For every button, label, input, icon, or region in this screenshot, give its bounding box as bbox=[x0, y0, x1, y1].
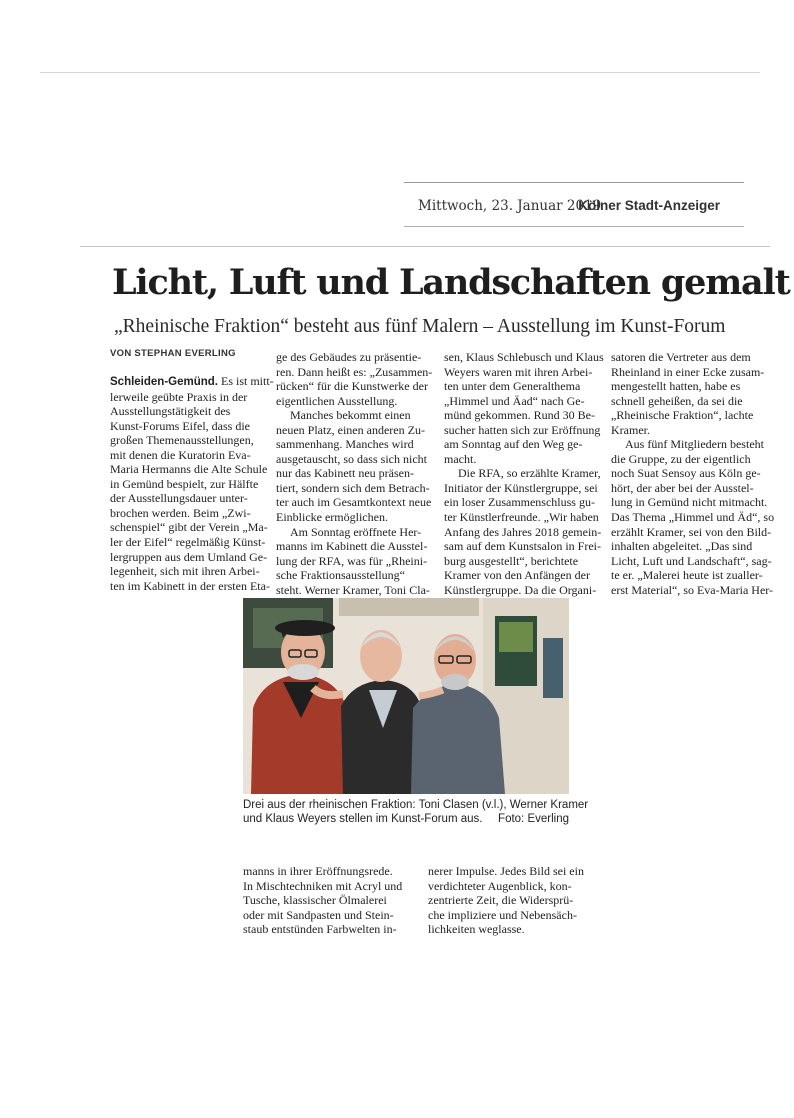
column-line: Schleiden-Gemünd. Es ist mitt- bbox=[110, 374, 274, 388]
caption-line-2 bbox=[243, 812, 569, 826]
column-line: staub entstünden Farbwelten in- bbox=[243, 922, 397, 937]
column-line: manns im Kabinett die Ausstel- bbox=[276, 539, 428, 554]
caption-line-2-text: und Klaus Weyers stellen im Kunst-Forum aus. bbox=[243, 813, 483, 825]
column-line: sam auf dem Kunstsalon in Frei- bbox=[444, 539, 601, 554]
article-column-1 bbox=[110, 374, 274, 593]
column-line: Einblicke ermöglichen. bbox=[276, 510, 388, 525]
column-line: rücken“ für die Kunstwerke der bbox=[276, 379, 428, 394]
photo-credit: Foto: Everling bbox=[498, 813, 569, 825]
article-subtitle: „Rheinische Fraktion“ besteht aus fünf Malern – Ausstellung im Kunst-Forum bbox=[114, 316, 726, 337]
column-line: sche Fraktionsausstellung“ bbox=[276, 568, 405, 583]
column-line: verdichteter Augenblick, kon- bbox=[428, 878, 572, 893]
column-line: ten unter dem Generalthema bbox=[444, 379, 581, 394]
article-column-3 bbox=[444, 350, 604, 597]
column-line: noch Suat Sensoy aus Köln ge- bbox=[611, 466, 761, 481]
column-line: burg ausgestellt“, berichtete bbox=[444, 553, 579, 568]
column-line: ein loser Zusammenschluss gu- bbox=[444, 495, 595, 510]
column-line: Weyers waren mit ihren Arbei- bbox=[444, 364, 593, 379]
article-column-5 bbox=[243, 864, 413, 937]
column-line: Maria Hermanns die Alte Schule bbox=[110, 462, 268, 477]
column-line: der Ausstellungsdauer unter- bbox=[110, 491, 248, 506]
column-line: Rheinland in einer Ecke zusam- bbox=[611, 364, 765, 379]
column-line: sen, Klaus Schlebusch und Klaus bbox=[444, 350, 604, 364]
column-line: lerweile geübte Praxis in der bbox=[110, 389, 248, 404]
column-line: „Himmel und Äad“ nach Ge- bbox=[444, 393, 585, 408]
article-top-rule bbox=[80, 246, 770, 247]
column-line: ler der Eifel“ regelmäßig Künst- bbox=[110, 535, 266, 550]
column-line: Manches bekommt einen bbox=[290, 408, 411, 423]
column-line: neuen Platz, einen anderen Zu- bbox=[276, 422, 425, 437]
publication-date: Mittwoch, 23. Januar 2019 bbox=[418, 198, 602, 214]
column-line: hört, der aber bei der Ausstel- bbox=[611, 480, 754, 495]
article-column-2 bbox=[276, 350, 436, 597]
column-line: manns in ihrer Eröffnungsrede. bbox=[243, 864, 393, 878]
column-line: ter auch im Gesamtkontext neue bbox=[276, 495, 432, 510]
column-line: sucher hatten sich zur Eröffnung bbox=[444, 422, 601, 437]
column-line: inhalten abgeleitet. „Das sind bbox=[611, 539, 753, 554]
column-line: zentrierte Zeit, die Widersprü- bbox=[428, 893, 574, 908]
photo-caption bbox=[243, 798, 589, 826]
column-line: mengestellt hatten, habe es bbox=[611, 379, 741, 394]
column-line: schnell geheißen, da sei die bbox=[611, 393, 743, 408]
column-line: brochen werden. Beim „Zwi- bbox=[110, 505, 251, 520]
column-line: nerer Impulse. Jedes Bild sei ein bbox=[428, 864, 584, 878]
article-title: Licht, Luft und Landschaften gemalt bbox=[112, 262, 790, 303]
column-line: oder mit Sandpasten und Stein- bbox=[243, 907, 394, 922]
column-line: mit denen die Kuratorin Eva- bbox=[110, 447, 251, 462]
column-line: nur das Kabinett neu präsen- bbox=[276, 466, 414, 481]
column-line: lung der RFA, was für „Rheini- bbox=[276, 553, 428, 568]
article-byline: VON STEPHAN EVERLING bbox=[110, 348, 236, 359]
column-line: ge des Gebäudes zu präsentie- bbox=[276, 350, 422, 364]
column-line: Anfang des Jahres 2018 gemein- bbox=[444, 524, 602, 539]
column-line: ten im Kabinett in der ersten Eta- bbox=[110, 578, 270, 593]
column-line: „Rheinische Fraktion“, lachte bbox=[611, 408, 754, 423]
caption-line-1: Drei aus der rheinischen Fraktion: Toni Clasen (v.l.), Werner Kramer bbox=[243, 799, 589, 811]
column-line: te er. „Malerei heute ist zualler- bbox=[611, 568, 763, 583]
column-line: erzählt Kramer, sei von den Bild- bbox=[611, 524, 772, 539]
column-line: che impliziere und Nebensäch- bbox=[428, 907, 577, 922]
column-line: steht. Werner Kramer, Toni Cla- bbox=[276, 582, 430, 597]
column-line: ausgetauscht, so dass sich nicht bbox=[276, 451, 427, 466]
column-line: Licht, Luft und Landschaft“, sag- bbox=[611, 553, 772, 568]
article-column-4 bbox=[611, 350, 775, 597]
column-line: ren. Dann heißt es: „Zusammen- bbox=[276, 364, 433, 379]
column-line: schenspiel“ gibt der Verein „Ma- bbox=[110, 520, 268, 535]
column-line: Kunst-Forums Eifel, dass die bbox=[110, 418, 250, 433]
column-line: Das Thema „Himmel und Äd“, so bbox=[611, 510, 775, 525]
column-line: ter Künstlerfreunde. „Wir haben bbox=[444, 510, 599, 525]
column-line: Kramer. bbox=[611, 422, 650, 437]
column-line: legenheit, sich mit ihren Arbei- bbox=[110, 564, 260, 579]
column-line: in Gemünd bespielt, zur Hälfte bbox=[110, 476, 259, 491]
column-line: lung in Gemünd nicht mitmacht. bbox=[611, 495, 768, 510]
column-line: satoren die Vertreter aus dem bbox=[611, 350, 751, 364]
article-photo bbox=[243, 598, 569, 794]
column-line: sammenhang. Manches wird bbox=[276, 437, 414, 452]
column-line: Ausstellungstätigkeit des bbox=[110, 404, 231, 419]
column-line: Die RFA, so erzählte Kramer, bbox=[458, 466, 601, 481]
column-line: großen Themenausstellungen, bbox=[110, 433, 254, 448]
column-line: In Mischtechniken mit Acryl und bbox=[243, 878, 403, 893]
column-line: Aus fünf Mitgliedern besteht bbox=[625, 437, 764, 452]
column-line: Am Sonntag eröffnete Her- bbox=[290, 524, 422, 539]
column-line: tiert, sondern sich dem Betrach- bbox=[276, 480, 430, 495]
newspaper-header bbox=[418, 196, 720, 218]
article-column-6 bbox=[428, 864, 604, 937]
column-line: münd gekommen. Rund 30 Be- bbox=[444, 408, 595, 423]
dateline: Schleiden-Gemünd. bbox=[110, 376, 218, 388]
column-line: Initiator der Künstlergruppe, sei bbox=[444, 480, 598, 495]
column-line: eigentlichen Ausstellung. bbox=[276, 393, 398, 408]
column-line: Kramer von den Anfängen der bbox=[444, 568, 590, 583]
column-line: am Sonntag auf den Weg ge- bbox=[444, 437, 583, 452]
scan-edge-top bbox=[40, 72, 760, 73]
column-line: lichkeiten weglasse. bbox=[428, 922, 525, 937]
photo-three-men bbox=[243, 598, 569, 794]
column-line: erst Material“, so Eva-Maria Her- bbox=[611, 582, 774, 597]
column-line: macht. bbox=[444, 451, 477, 466]
newspaper-name: Kölner Stadt-Anzeiger bbox=[578, 198, 720, 213]
column-line: die Gruppe, zu der eigentlich bbox=[611, 451, 751, 466]
column-line: Künstlergruppe. Da die Organi- bbox=[444, 582, 597, 597]
column-line: Tusche, klassischer Ölmalerei bbox=[243, 893, 387, 908]
header-rule-bottom bbox=[404, 226, 744, 227]
column-line: lergruppen aus dem Umland Ge- bbox=[110, 549, 268, 564]
header-rule-top bbox=[404, 182, 744, 183]
